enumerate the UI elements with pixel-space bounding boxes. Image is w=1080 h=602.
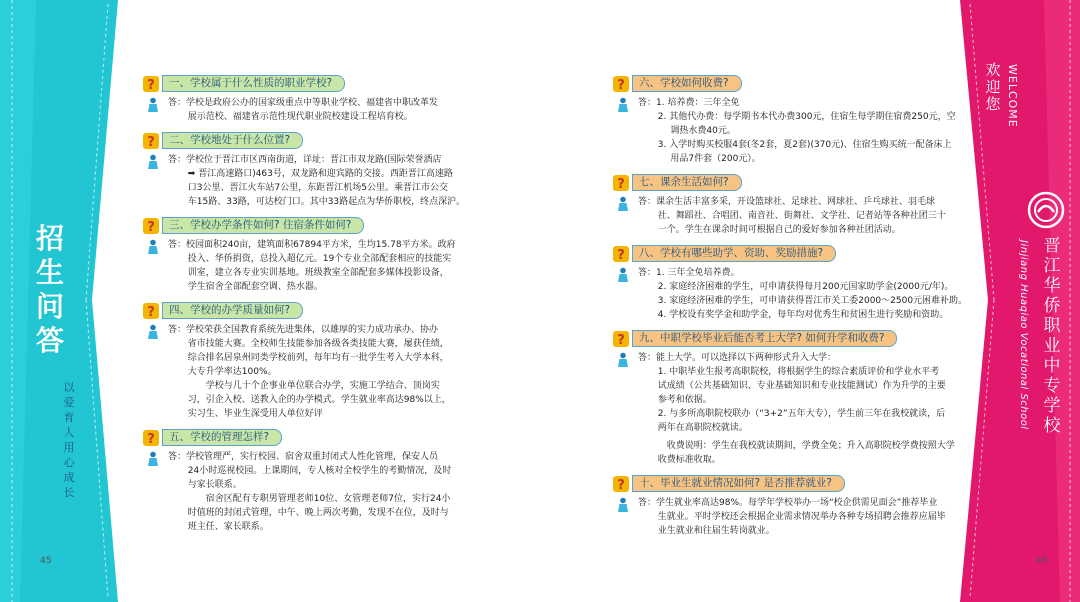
answer-line: ➡ 晋江高速路口)463号，双龙路和迎宾路的交接。西距晋江高速路 [187, 169, 453, 179]
qa-item [142, 74, 472, 124]
answer-line: 24小时巡视校园。上课期间，专人核对全校学生的考勤情况，及时 [187, 466, 452, 476]
question-label: 五、学校的管理怎样? [162, 429, 282, 446]
question-label: 二、学校地处于什么位置? [162, 132, 303, 149]
answer-line: 用品7件套（200元）。 [670, 154, 761, 164]
person-icon [616, 196, 630, 212]
answer-block [142, 96, 472, 124]
question-mark-icon [612, 475, 630, 493]
question-row [612, 173, 952, 192]
person-icon [616, 497, 630, 513]
svg-text:?: ? [147, 304, 155, 320]
answer-line: 3. 入学时购买校服4套(冬2套，夏2套)(370元)、住宿生购买统一配备床上 [657, 140, 952, 150]
person-icon [146, 154, 160, 170]
qa-item [142, 131, 472, 209]
svg-text:?: ? [617, 332, 625, 348]
answer-block [142, 153, 472, 209]
answer-line: 答：学校管理严，实行校园、宿舍双重封闭式人性化管理，保安人员 [168, 452, 439, 462]
question-label: 九、中职学校毕业后能否考上大学? 如何升学和收费? [632, 330, 897, 347]
page-number-right: 46 [1036, 556, 1048, 566]
question-row [142, 428, 472, 447]
answer-line: 投入、华侨捐资，总投入超亿元。19个专业全部配套相应的技能实 [187, 254, 452, 264]
question-label: 八、学校有哪些助学、资助、奖励措施? [632, 245, 836, 262]
answer-line: 训室，建立各专业实训基地。班级教室全部配套多媒体投影设备， [187, 268, 449, 278]
page-number-left: 45 [40, 556, 52, 566]
question-row [142, 74, 472, 93]
answer-line: 3. 家庭经济困难的学生，可申请获得晋江市关工委2000～2500元困难补助。 [657, 296, 968, 306]
answer-line: 省市技能大赛。全校师生技能参加各级各类技能大赛，屡获佳绩， [187, 339, 449, 349]
answer-line: 大专升学率达100%。 [187, 367, 277, 377]
answer-line: 两年在高职院校就读。 [657, 423, 748, 433]
answer-block [612, 496, 952, 538]
answer-line: 业生就业和往届生转岗就业。 [657, 526, 775, 536]
answer-block [142, 238, 472, 294]
answer-line: 答：学校位于晋江市区西南街道，详址：晋江市双龙路(国际荣誉酒店 [168, 155, 442, 165]
person-icon [146, 451, 160, 467]
school-slogan: 以爱育人 用心成长 [63, 381, 75, 499]
answer-line: 参考和依据。 [657, 395, 712, 405]
answer-line: 答：1. 三年全免培养费。 [638, 268, 740, 278]
question-row [612, 329, 952, 348]
answer-line: 2. 家庭经济困难的学生，可申请获得每月200元国家助学金(2000元/年)。 [657, 282, 954, 292]
answer-block [612, 351, 955, 467]
answer-line: 2. 其他代办费：每学期书本代办费300元，住宿生每学期住宿费250元，空 [657, 112, 956, 122]
qa-item [612, 244, 968, 322]
question-row [612, 474, 952, 493]
qa-item [142, 301, 472, 421]
answer-line: 学校与几十个企事业单位联合办学，实施工学结合、顶岗实 [205, 381, 440, 391]
question-label: 七、课余生活如何? [632, 174, 742, 191]
school-name: 晋江华侨职业中专学校 [1043, 236, 1061, 436]
answer-line: 调热水费40元。 [670, 126, 736, 136]
answer-line: 答：学校是政府公办的国家级重点中等职业学校、福建省中职改革发 [168, 98, 439, 108]
answer-block [142, 450, 472, 534]
answer-block [612, 266, 968, 322]
svg-text:?: ? [147, 219, 155, 235]
answer-line: 2. 与多所高职院校联办（“3+2”五年大专），学生前三年在我校就读，后 [657, 409, 946, 419]
question-label: 十、毕业生就业情况如何? 是否推荐就业? [632, 475, 845, 492]
answer-line: 时值班的封闭式管理，中午、晚上两次考勤，发现不在位，及时与 [187, 508, 449, 518]
svg-text:?: ? [617, 77, 625, 93]
qa-item [612, 329, 955, 467]
answer-line: 社、舞蹈社、合唱团、南音社、街舞社、文学社、记者站等各种社团三十 [657, 211, 946, 221]
answer-line: 答：1. 培养费：三年全免 [638, 98, 740, 108]
answer-line: 口3公里、晋江火车站7公里，东距晋江机场5公里。乘晋江市公交 [187, 183, 448, 193]
question-label: 三、学校办学条件如何? 住宿条件如何? [162, 217, 364, 234]
answer-line: 学生宿舍全部配套空调、热水器。 [187, 282, 323, 292]
person-icon [146, 324, 160, 340]
svg-text:?: ? [147, 77, 155, 93]
person-icon [146, 239, 160, 255]
question-row [612, 74, 952, 93]
answer-line: 答：校园面积240亩，建筑面积67894平方米，生均15.78平方米。政府 [168, 240, 456, 250]
qa-item [612, 74, 956, 166]
answer-block [142, 323, 472, 421]
section-title: 招生问答 [35, 222, 64, 357]
left-page-qa [142, 74, 472, 541]
svg-text:?: ? [617, 247, 625, 263]
question-mark-icon [612, 75, 630, 93]
answer-line: 习，引企入校、送教入企的办学模式。学生就业率高达98%以上， [187, 395, 451, 405]
answer-line: 4. 学校设有奖学金和助学金，每年均对优秀生和贫困生进行奖励和资助。 [657, 310, 949, 320]
question-mark-icon [142, 75, 160, 93]
answer-line: 答：能上大学。可以选择以下两种形式升入大学： [638, 353, 837, 363]
svg-text:?: ? [147, 431, 155, 447]
svg-text:?: ? [147, 134, 155, 150]
welcome-text-en: WELCOME [1006, 64, 1019, 128]
question-row [142, 301, 472, 320]
answer-line: 车15路、33路，可达校门口。其中33路起点为华侨职校，终点深沪。 [187, 197, 466, 207]
right-page-qa [612, 74, 968, 545]
question-mark-icon [612, 330, 630, 348]
question-mark-icon [612, 174, 630, 192]
person-icon [146, 97, 160, 113]
school-logo-icon [1026, 190, 1066, 230]
answer-line: 实习生、毕业生深受用人单位好评 [187, 409, 323, 419]
question-mark-icon [142, 217, 160, 235]
answer-line: 收费标准收取。 [657, 455, 721, 465]
answer-line: 收费说明：学生在我校就读期间，学费全免；升入高职院校学费按照大学 [666, 441, 955, 451]
welcome-text-cn: 欢迎您 [985, 61, 1001, 113]
answer-line: 试成绩（公共基础知识、专业基础知识和专业技能测试）作为升学的主要 [657, 381, 946, 391]
answer-block [612, 195, 952, 237]
question-row [142, 216, 472, 235]
question-row [612, 244, 952, 263]
answer-line: 宿舍区配有专职男管理老师10位、女管理老师7位，实行24小 [205, 494, 451, 504]
qa-item [142, 428, 472, 534]
answer-line: 与家长联系。 [187, 480, 242, 490]
person-icon [616, 352, 630, 368]
answer-line: 答：学生就业率高达98%。每学年学校举办一场“校企供需见面会”推荐毕业 [638, 498, 938, 508]
answer-line: 班主任、家长联系。 [187, 522, 269, 532]
answer-line: 一个。学生在课余时间可根据自己的爱好参加各种社团活动。 [657, 225, 901, 235]
qa-item [142, 216, 472, 294]
qa-item [612, 173, 952, 237]
answer-line: 综合排名居泉州同类学校前列，每年均有一批学生考入大学本科， [187, 353, 449, 363]
question-label: 六、学校如何收费? [632, 75, 742, 92]
question-row [142, 131, 472, 150]
answer-line: 答：学校荣获全国教育系统先进集体，以雄厚的实力成功承办、协办 [168, 325, 439, 335]
question-label: 一、学校属于什么性质的职业学校? [162, 75, 345, 92]
person-icon [616, 267, 630, 283]
qa-item [612, 474, 952, 538]
school-name-en: Jinjiang Huaqiao Vocational School [1018, 240, 1029, 430]
question-mark-icon [142, 429, 160, 447]
question-mark-icon [142, 132, 160, 150]
svg-text:?: ? [617, 477, 625, 493]
answer-line: 生就业。平时学校还会根据企业需求情况举办各种专场招聘会推荐应届毕 [657, 512, 946, 522]
answer-line: 答：课余生活丰富多采，开设篮球社、足球社、网球社、乒乓球社、羽毛球 [638, 197, 936, 207]
answer-line: 展示范校、福建省示范性现代职业院校建设工程培育校。 [187, 112, 413, 122]
question-label: 四、学校的办学质量如何? [162, 302, 303, 319]
question-mark-icon [612, 245, 630, 263]
answer-block [612, 96, 956, 166]
svg-text:?: ? [617, 176, 625, 192]
person-icon [616, 97, 630, 113]
question-mark-icon [142, 302, 160, 320]
answer-line: 1. 中职毕业生报考高职院校，将根据学生的综合素质评价和学业水平考 [657, 367, 940, 377]
